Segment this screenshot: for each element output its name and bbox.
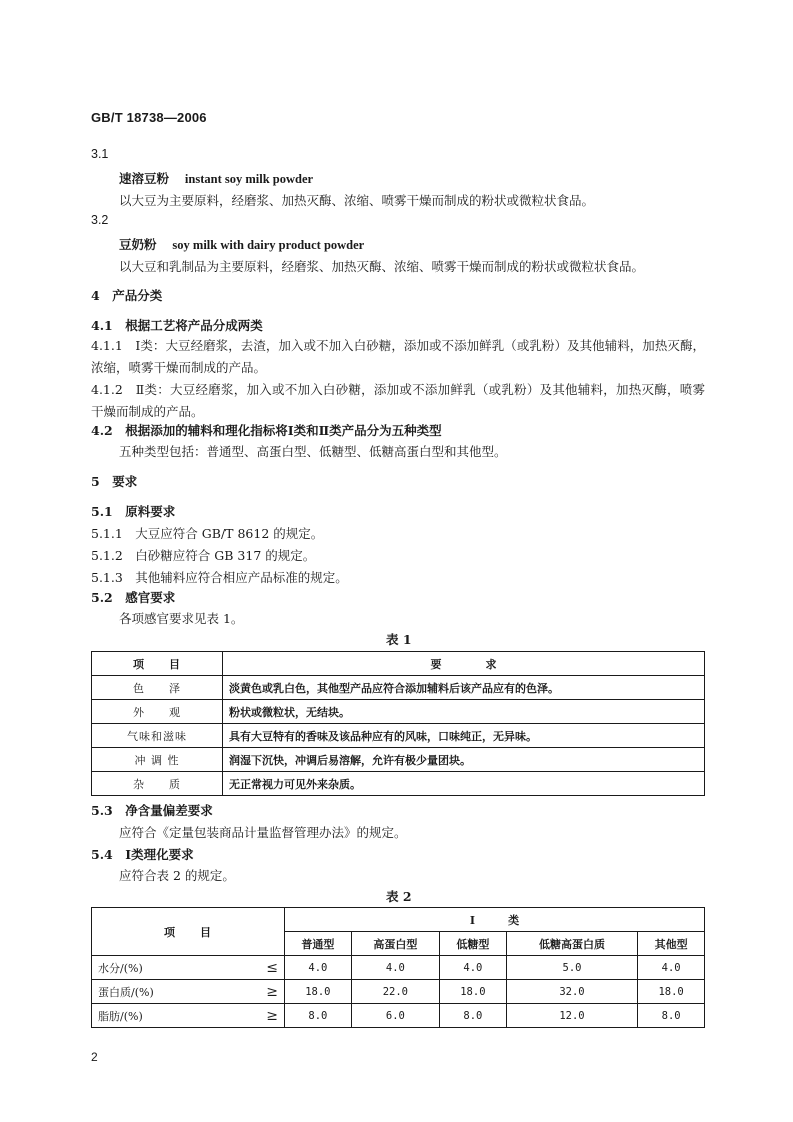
table-header-row [92, 652, 705, 676]
clause-4-2-body: 五种类型包括：普通型、高蛋白型、低糖型、低糖高蛋白型和其他型。 [119, 444, 507, 459]
clause-5-4-body: 应符合表 2 的规定。 [119, 868, 235, 883]
header-item: 项 目 [92, 652, 223, 676]
sensory-requirements-table [91, 651, 705, 796]
standard-code: GB/T 18738—2006 [91, 110, 207, 125]
cell-value: 5.0 [506, 956, 637, 980]
clause-3-2-number: 3.2 [91, 213, 109, 227]
cell-value: 32.0 [506, 980, 637, 1004]
row-item: 气味和滋味 [92, 724, 223, 748]
table-2-caption: 表 2 [386, 889, 412, 904]
clause-4-1-2: 4.1.2 Ⅱ类：大豆经磨浆，加入或不加入白砂糖，添加或不添加鲜乳（或乳粉）及其他辅料，加热灭酶，喷雾干燥而制成的产品。 [91, 382, 705, 419]
cell-value: 4.0 [638, 956, 705, 980]
cell-value: 8.0 [440, 1004, 507, 1028]
cell-value: 4.0 [440, 956, 507, 980]
row-requirement: 润湿下沉快，冲调后易溶解，允许有极少量团块。 [223, 748, 705, 772]
table-row [92, 676, 705, 700]
clause-3-2-term [119, 235, 364, 253]
header-requirement: 要 求 [223, 652, 705, 676]
section-5-heading: 5 要求 [91, 474, 138, 489]
cell-value: 4.0 [285, 956, 352, 980]
row-item: 脂肪/(%) [92, 1004, 249, 1028]
row-item: 蛋白质/(%) [92, 980, 249, 1004]
table-row [92, 724, 705, 748]
table-1-caption: 表 1 [386, 632, 412, 647]
table-row [92, 1004, 705, 1028]
term-en: soy milk with dairy product powder [172, 238, 365, 252]
clause-3-1-definition: 以大豆为主要原料，经磨浆、加热灭酶、浓缩、喷雾干燥而制成的粉状或微粒状食品。 [119, 193, 595, 208]
clause-5-2-body: 各项感官要求见表 1。 [119, 611, 244, 626]
clause-4-2-heading: 4.2 根据添加的辅料和理化指标将Ⅰ类和Ⅱ类产品分为五种类型 [91, 423, 442, 438]
term-cn: 豆奶粉 [119, 237, 157, 252]
clause-3-1-term [119, 169, 313, 187]
column-header: 其他型 [638, 932, 705, 956]
clause-5-1-heading: 5.1 原料要求 [91, 504, 176, 519]
clause-5-3-body: 应符合《定量包装商品计量监督管理办法》的规定。 [119, 825, 407, 840]
cell-value: 18.0 [638, 980, 705, 1004]
table-group-header-row [92, 908, 705, 932]
row-item: 色 泽 [92, 676, 223, 700]
column-header: 普通型 [285, 932, 352, 956]
row-operator: ≥ [248, 980, 285, 1004]
header-class-i: Ⅰ 类 [285, 908, 705, 932]
clause-5-4-heading: 5.4 Ⅰ类理化要求 [91, 847, 194, 862]
row-item: 冲 调 性 [92, 748, 223, 772]
row-requirement: 无正常视力可见外来杂质。 [223, 772, 705, 796]
page-number: 2 [91, 1050, 98, 1064]
clause-3-1-number: 3.1 [91, 147, 109, 161]
row-requirement: 淡黄色或乳白色，其他型产品应符合添加辅料后该产品应有的色泽。 [223, 676, 705, 700]
column-header: 低糖型 [440, 932, 507, 956]
table-row [92, 700, 705, 724]
clause-4-1-1: 4.1.1 Ⅰ类：大豆经磨浆，去渣，加入或不加入白砂糖，添加或不添加鲜乳（或乳粉）及其他辅料，加热灭酶，浓缩，喷雾干燥而制成的产品。 [91, 338, 705, 375]
cell-value: 8.0 [285, 1004, 352, 1028]
table-row [92, 772, 705, 796]
clause-5-1-1: 5.1.1 大豆应符合 GB/T 8612 的规定。 [91, 526, 324, 541]
header-item: 项 目 [92, 908, 285, 956]
physicochemical-requirements-table [91, 907, 705, 1028]
section-4-heading: 4 产品分类 [91, 288, 163, 303]
row-operator: ≥ [248, 1004, 285, 1028]
row-operator: ≤ [248, 956, 285, 980]
clause-5-1-3: 5.1.3 其他辅料应符合相应产品标准的规定。 [91, 570, 348, 585]
cell-value: 8.0 [638, 1004, 705, 1028]
row-item: 杂 质 [92, 772, 223, 796]
clause-3-2-definition: 以大豆和乳制品为主要原料，经磨浆、加热灭酶、浓缩、喷雾干燥而制成的粉状或微粒状食品。 [119, 259, 645, 274]
cell-value: 12.0 [506, 1004, 637, 1028]
cell-value: 6.0 [351, 1004, 439, 1028]
row-item: 水分/(%) [92, 956, 249, 980]
table-row [92, 956, 705, 980]
column-header: 高蛋白型 [351, 932, 439, 956]
row-requirement: 具有大豆特有的香味及该品种应有的风味，口味纯正，无异味。 [223, 724, 705, 748]
cell-value: 4.0 [351, 956, 439, 980]
term-cn: 速溶豆粉 [119, 171, 170, 186]
cell-value: 18.0 [285, 980, 352, 1004]
column-header: 低糖高蛋白质 [506, 932, 637, 956]
term-en: instant soy milk powder [184, 172, 314, 186]
table-row [92, 748, 705, 772]
clause-5-2-heading: 5.2 感官要求 [91, 590, 176, 605]
cell-value: 18.0 [440, 980, 507, 1004]
clause-5-1-2: 5.1.2 白砂糖应符合 GB 317 的规定。 [91, 548, 316, 563]
row-requirement: 粉状或微粒状，无结块。 [223, 700, 705, 724]
table-row [92, 980, 705, 1004]
cell-value: 22.0 [351, 980, 439, 1004]
clause-5-3-heading: 5.3 净含量偏差要求 [91, 803, 213, 818]
row-item: 外 观 [92, 700, 223, 724]
clause-4-1-heading: 4.1 根据工艺将产品分成两类 [91, 318, 263, 333]
